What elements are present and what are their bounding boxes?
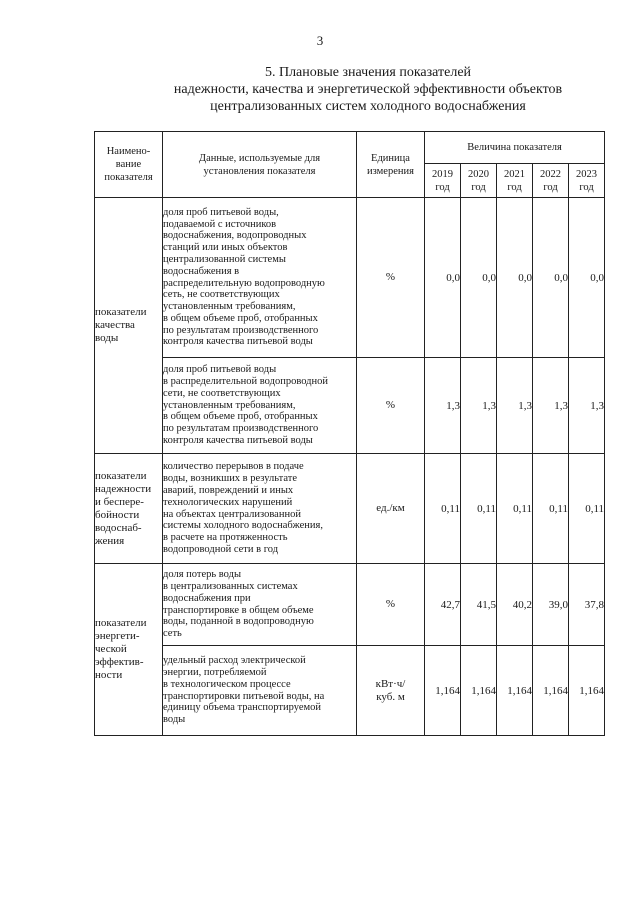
indicators-table <box>94 131 605 736</box>
row-value: 0,0 <box>497 198 533 358</box>
group-reliability: показатели надежности и беспере- бойности водоснаб- жения <box>95 454 163 564</box>
row-description: доля потерь воды в централизованных системах водоснабжения при транспортировке в общем объеме воды, поданной в водопроводную сеть <box>163 564 357 646</box>
row-description: удельный расход электрической энергии, потребляемой в технологическом процессе транспортировки питьевой воды, на единицу объема транспортируемой воды <box>163 646 357 736</box>
row-value: 0,0 <box>425 198 461 358</box>
header-name-text: Наимено- вание показателя <box>104 146 153 183</box>
row-value: 0,11 <box>461 454 497 564</box>
row-unit: % <box>357 198 425 358</box>
row-value: 0,0 <box>533 198 569 358</box>
row-value: 0,0 <box>569 198 605 358</box>
row-value: 1,164 <box>461 646 497 736</box>
row-value: 0,11 <box>497 454 533 564</box>
row-value: 39,0 <box>533 564 569 646</box>
header-data <box>163 132 357 198</box>
row-value: 1,164 <box>569 646 605 736</box>
row-unit: % <box>357 564 425 646</box>
row-value: 0,11 <box>569 454 605 564</box>
table-row <box>95 454 605 564</box>
header-year: 2019 год <box>425 164 461 198</box>
header-year: 2021 год <box>497 164 533 198</box>
header-unit <box>357 132 425 198</box>
row-value: 1,3 <box>425 358 461 454</box>
header-year: 2020 год <box>461 164 497 198</box>
group-quality: показатели качества воды <box>95 198 163 454</box>
row-unit: % <box>357 358 425 454</box>
row-value: 0,11 <box>425 454 461 564</box>
row-value: 1,164 <box>533 646 569 736</box>
row-value: 1,3 <box>533 358 569 454</box>
row-value: 37,8 <box>569 564 605 646</box>
row-value: 1,164 <box>497 646 533 736</box>
title-line-2: надежности, качества и энергетической эффективности объектов <box>173 82 563 97</box>
table-row <box>95 646 605 736</box>
row-value: 1,3 <box>569 358 605 454</box>
row-value: 1,164 <box>425 646 461 736</box>
header-unit-text: Единица измерения <box>367 152 414 177</box>
table-row <box>95 564 605 646</box>
header-data-text: Данные, используемые для установления показателя <box>198 152 321 177</box>
header-year: 2023 год <box>569 164 605 198</box>
row-unit: ед./км <box>357 454 425 564</box>
header-row <box>95 132 605 164</box>
group-energy: показатели энергети- ческой эффектив- ности <box>95 564 163 736</box>
header-year: 2022 год <box>533 164 569 198</box>
page-number: 3 <box>316 33 324 48</box>
header-name <box>95 132 163 198</box>
row-value: 42,7 <box>425 564 461 646</box>
row-value: 1,3 <box>497 358 533 454</box>
row-description: количество перерывов в подаче воды, возникших в результате аварий, повреждений и иных технологических нарушений на объектах централизованной системы холодного водоснабжения, в расчете на протяженность водопроводной сети в год <box>163 454 357 564</box>
row-value: 40,2 <box>497 564 533 646</box>
table-row <box>95 198 605 358</box>
row-value: 0,0 <box>461 198 497 358</box>
header-value-group: Величина показателя <box>425 132 605 164</box>
table-row <box>95 358 605 454</box>
row-value: 0,11 <box>533 454 569 564</box>
row-description: доля проб питьевой воды в распределительной водопроводной сети, не соответствующих установленным требованиям, в общем объеме проб, отобранных по результатам производственного контроля качества питьевой воды <box>163 358 357 454</box>
title-line-3: централизованных систем холодного водоснабжения <box>210 99 526 114</box>
row-value: 1,3 <box>461 358 497 454</box>
row-description: доля проб питьевой воды, подаваемой с источников водоснабжения, водопроводных станций или иных объектов централизованной системы водоснабжения в распределительную водопроводную сеть, не соответствующих установленным требованиям, в общем объеме проб, отобранных по результатам производственного контроля качества питьевой воды <box>163 198 357 358</box>
row-value: 41,5 <box>461 564 497 646</box>
title-line-1: 5. Плановые значения показателей <box>264 65 472 80</box>
row-unit: кВт·ч/ куб. м <box>357 646 425 736</box>
